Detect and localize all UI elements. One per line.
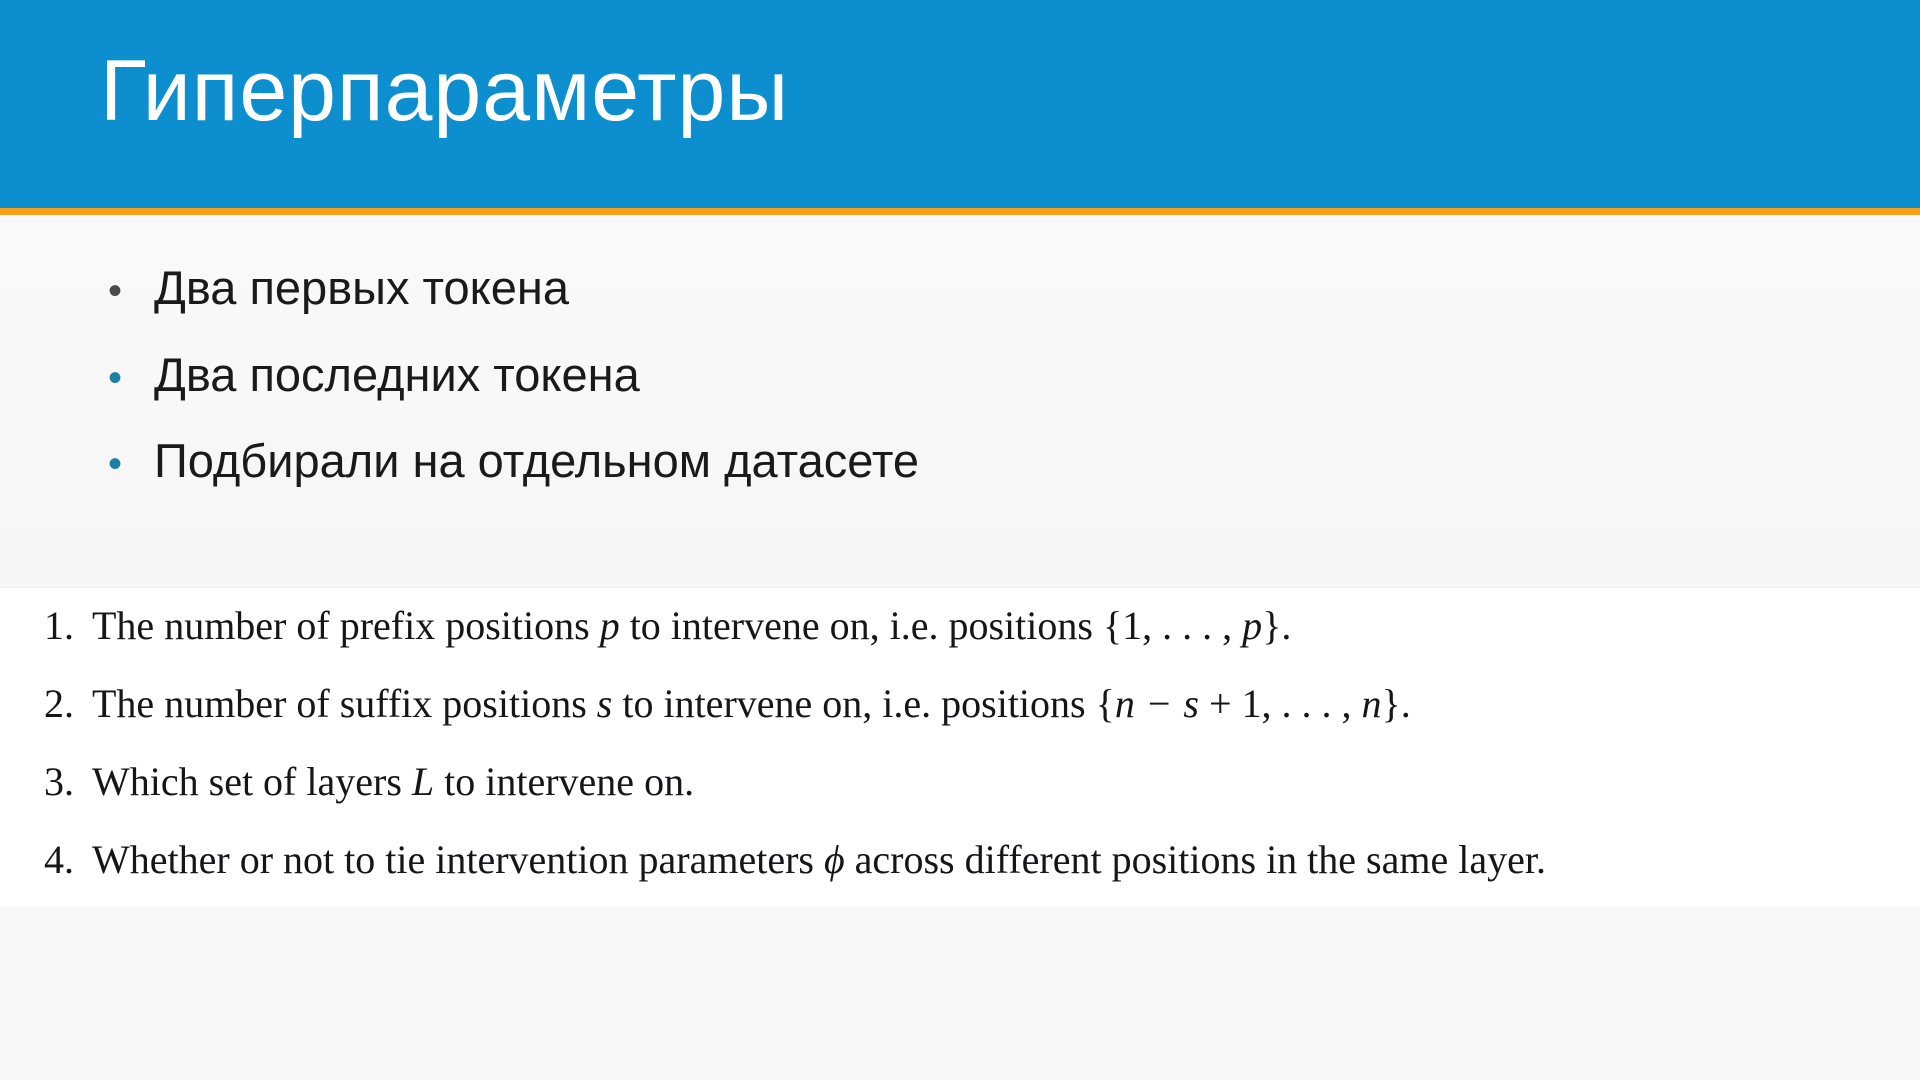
- list-item-text: [92, 838, 1908, 882]
- text-run: to intervene on.: [434, 759, 695, 804]
- text-run: The number of prefix positions: [92, 603, 600, 648]
- math-symbol: s: [596, 681, 613, 726]
- bullet-list: [108, 262, 1808, 522]
- bullet-dot-icon: •: [108, 269, 123, 313]
- numbered-list-item: [12, 604, 1908, 648]
- math-symbol: n: [1114, 681, 1135, 726]
- math-set: }.: [1381, 681, 1411, 726]
- math-operator: −: [1137, 681, 1181, 726]
- text-run: Whether or not to tie intervention parameters: [92, 837, 824, 882]
- math-symbol: p: [599, 603, 620, 648]
- math-symbol: p: [1242, 603, 1263, 648]
- page-title: Гиперпараметры: [100, 43, 790, 139]
- list-item-number: 1.: [44, 603, 74, 648]
- bullet-text: Подбирали на отдельном датасете: [154, 434, 919, 488]
- math-set: }.: [1262, 603, 1292, 648]
- bullet-text: Два последних токена: [154, 347, 640, 401]
- list-item: [108, 435, 1808, 488]
- list-item-text: [92, 682, 1908, 726]
- list-item-text: [92, 760, 1908, 804]
- list-item-number: 3.: [44, 759, 74, 804]
- numbered-list-item: [12, 760, 1908, 804]
- numbered-list-item: [12, 682, 1908, 726]
- bullet-dot-icon: •: [108, 355, 123, 400]
- text-run: The number of suffix positions: [92, 681, 597, 726]
- bullet-text: Два первых токена: [154, 261, 569, 314]
- math-symbol: ϕ: [823, 837, 845, 882]
- paper-excerpt-image: [0, 588, 1920, 906]
- math-set: + 1, . . . ,: [1198, 681, 1362, 726]
- math-symbol: L: [411, 759, 435, 804]
- slide-footer-area: [0, 906, 1920, 1080]
- list-item-number: 4.: [44, 837, 74, 882]
- math-symbol: n: [1361, 681, 1382, 726]
- list-item: [108, 349, 1808, 402]
- text-run: Which set of layers: [92, 759, 412, 804]
- math-symbol: s: [1183, 681, 1199, 726]
- text-run: to intervene on, i.e. positions: [612, 681, 1096, 726]
- slide-title-band: [0, 0, 1920, 208]
- text-run: across different positions in the same layer.: [844, 837, 1546, 882]
- title-divider: [0, 208, 1920, 215]
- list-item: [108, 262, 1808, 315]
- math-set: {: [1095, 681, 1115, 726]
- list-item-number: 2.: [44, 681, 74, 726]
- numbered-list-item: [12, 838, 1908, 882]
- numbered-list: [12, 604, 1908, 916]
- bullet-dot-icon: •: [108, 442, 123, 487]
- math-set: {1, . . . ,: [1102, 603, 1243, 648]
- text-run: to intervene on, i.e. positions: [619, 603, 1103, 648]
- list-item-text: [92, 604, 1908, 648]
